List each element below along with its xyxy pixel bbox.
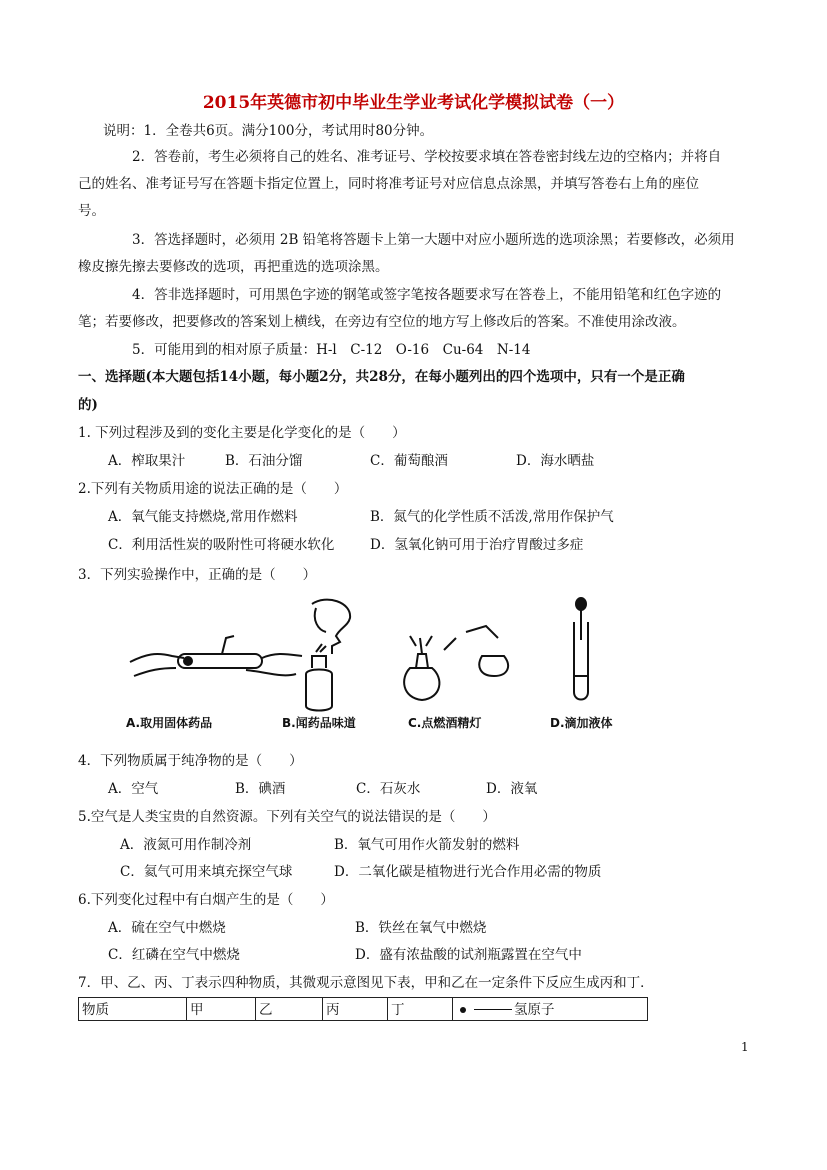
figure-caption-a: A.取用固体药品 <box>126 716 213 730</box>
q1-option-a: A．榨取果汁 <box>108 453 186 469</box>
table-header-cell: 丙 <box>323 998 388 1021</box>
instruction-5: 5．可能用到的相对原子质量：H-l C-12 O-16 Cu-64 N-14 <box>132 342 531 358</box>
section-heading-cont: 的) <box>78 397 98 413</box>
exam-title: 2015年英德市初中毕业生学业考试化学模拟试卷（一） <box>202 93 625 113</box>
question-5-stem: 5.空气是人类宝贵的自然资源。下列有关空气的说法错误的是（ ） <box>78 809 496 825</box>
page-number: 1 <box>741 1040 749 1054</box>
q5-option-a: A．液氮可用作制冷剂 <box>120 837 252 853</box>
q2-option-c: C．利用活性炭的吸附性可将硬水软化 <box>108 537 335 553</box>
instruction-3a: 3．答选择题时，必须用 2B 铅笔将答题卡上第一大题中对应小题所选的选项涂黑；若要修改，必须用 <box>132 232 735 248</box>
instruction-1: 说明：1．全卷共6页。满分100分，考试用时80分钟。 <box>103 123 434 139</box>
q1-option-d: D．海水晒盐 <box>516 453 595 469</box>
question-1-stem: 1. 下列过程涉及到的变化主要是化学变化的是（ ） <box>78 425 406 441</box>
experiment-figure <box>126 596 636 738</box>
q5-option-d: D．二氧化碳是植物进行光合作用必需的物质 <box>334 864 602 880</box>
figure-caption-c: C.点燃酒精灯 <box>408 716 482 730</box>
section-heading: 一、选择题(本大题包括14小题，每小题2分，共28分，在每小题列出的四个选项中，只有一个是正确 <box>78 369 685 385</box>
figure-caption-b: B.闻药品味道 <box>282 716 356 730</box>
question-4-stem: 4．下列物质属于纯净物的是（ ） <box>78 753 303 769</box>
instruction-2b: 己的姓名、准考证号写在答题卡指定位置上，同时将准考证号对应信息点涂黑，并填写答卷右上角的座位 <box>78 176 699 192</box>
question-3-stem: 3．下列实验操作中，正确的是（ ） <box>78 567 317 583</box>
question-6-stem: 6.下列变化过程中有白烟产生的是（ ） <box>78 892 334 908</box>
instruction-3b: 橡皮擦先擦去要修改的选项，再把重选的选项涂黑。 <box>78 259 389 275</box>
table-row <box>79 998 648 1021</box>
instruction-2c: 号。 <box>78 203 105 219</box>
instruction-2a: 2．答卷前，考生必须将自己的姓名、准考证号、学校按要求填在答卷密封线左边的空格内；并将自 <box>132 149 722 165</box>
table-header-cell: 物质 <box>79 998 187 1021</box>
q2-option-a: A．氧气能支持燃烧,常用作燃料 <box>108 509 298 525</box>
legend-dash <box>474 1009 512 1010</box>
q4-option-c: C．石灰水 <box>356 781 421 797</box>
q1-option-c: C．葡萄酿酒 <box>370 453 448 469</box>
instruction-4b: 笔；若要修改，把要修改的答案划上横线，在旁边有空位的地方写上修改后的答案。不准使用涂改液。 <box>78 314 686 330</box>
legend-cell <box>453 998 648 1021</box>
table-header-cell: 丁 <box>388 998 453 1021</box>
table-header-cell: 甲 <box>187 998 256 1021</box>
q6-option-c: C．红磷在空气中燃烧 <box>108 947 240 963</box>
q1-option-b: B．石油分馏 <box>225 453 303 469</box>
instruction-4a: 4．答非选择题时，可用黑色字迹的钢笔或签字笔按各题要求写在答卷上，不能用铅笔和红色字迹的 <box>132 287 722 303</box>
legend-label: 氢原子 <box>514 1002 555 1018</box>
q4-option-d: D．液氧 <box>486 781 538 797</box>
q2-option-d: D．氢氧化钠可用于治疗胃酸过多症 <box>370 537 584 553</box>
question-2-stem: 2.下列有关物质用途的说法正确的是（ ） <box>78 481 348 497</box>
q2-option-b: B．氮气的化学性质不活泼,常用作保护气 <box>370 509 614 525</box>
figure-caption-d: D.滴加液体 <box>550 716 613 730</box>
q4-option-a: A．空气 <box>108 781 159 797</box>
q6-option-b: B．铁丝在氧气中燃烧 <box>355 920 487 936</box>
q5-option-c: C．氦气可用来填充探空气球 <box>120 864 293 880</box>
q4-option-b: B．碘酒 <box>235 781 286 797</box>
q5-option-b: B．氧气可用作火箭发射的燃料 <box>334 837 520 853</box>
table-header-cell: 乙 <box>256 998 323 1021</box>
q6-option-a: A．硫在空气中燃烧 <box>108 920 226 936</box>
question-7-stem: 7．甲、乙、丙、丁表示四种物质，其微观示意图见下表，甲和乙在一定条件下反应生成丙和丁． <box>78 975 654 991</box>
hydrogen-atom-icon <box>460 1007 466 1013</box>
molecule-table <box>78 997 648 1021</box>
q6-option-d: D．盛有浓盐酸的试剂瓶露置在空气中 <box>355 947 582 963</box>
